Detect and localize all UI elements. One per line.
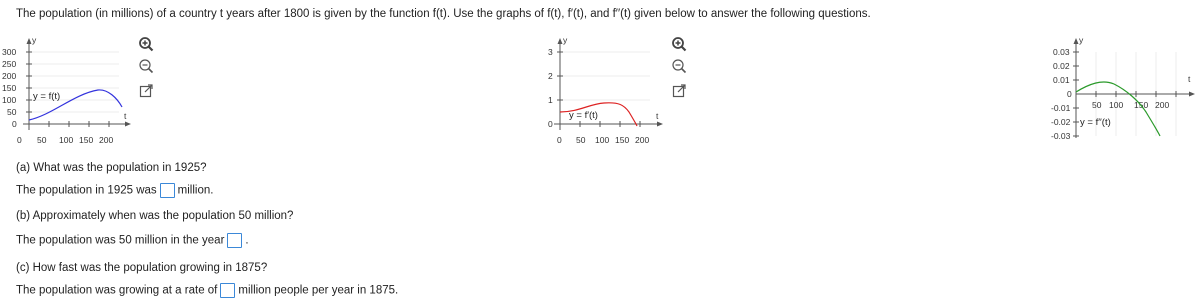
graph-fdoubleprime-ytick-0.01: 0.01 [1053,75,1070,85]
graph-fdoubleprime-xtick-50: 50 [1092,100,1102,110]
graph-f-ytick-0: 0 [12,119,17,129]
graph-fdoubleprime [1014,34,1200,154]
graph-fprime-xtick-0: 0 [557,135,562,145]
zoom-in-icon [138,36,154,52]
graph-f-zoom-out-button[interactable] [138,58,154,74]
graph-fdoubleprime-function-label: y = f′′(t) [1080,117,1111,128]
graph-fprime-open-window-button[interactable] [671,83,687,99]
graph-f-xtick-100: 100 [59,135,74,145]
graph-fdoubleprime-xtick-200: 200 [1155,100,1170,110]
graph-fprime-gridlines [560,52,650,100]
graph-fdoubleprime-ytick-0: 0 [1067,89,1072,99]
question-c-answer-input[interactable] [220,283,235,298]
question-a-answer-after: million. [177,184,214,197]
graph-f-xtick-50: 50 [37,135,47,145]
graph-fdoubleprime-ytick-neg0.01: -0.01 [1051,103,1071,113]
question-c-answer-row [16,283,398,298]
graph-f-ytick-150: 150 [2,83,17,93]
graph-fdoubleprime-y-arrow [1074,38,1079,44]
graph-fdoubleprime-svg [1014,34,1200,154]
graph-fdoubleprime-x-arrow [1189,92,1195,97]
graph-fdoubleprime-xtick-100: 100 [1109,100,1124,110]
question-b-answer-after: . [245,234,249,247]
graph-f-y-arrow [27,38,32,44]
graph-f-zoom-in-button[interactable] [138,36,154,52]
graph-f-gridlines [29,52,119,112]
graph-fdoubleprime-x-axis-label: t [1188,74,1191,84]
graph-fprime-y-axis-label: y [563,35,568,45]
graph-fprime-xtick-150: 150 [615,135,630,145]
graph-fprime-ytick-1: 1 [548,95,553,105]
graph-fdoubleprime-ytick-0.02: 0.02 [1053,61,1070,71]
question-a-answer-before: The population in 1925 was [16,184,157,197]
graph-fprime-x-axis-label: t [656,111,659,121]
question-b-prompt: (b) Approximately when was the population 50 million? [16,210,294,222]
external-link-icon [671,83,687,99]
graph-f-x-arrow [125,122,131,127]
graph-fprime-y-arrow [558,38,563,44]
graph-fprime-xtick-200: 200 [635,135,650,145]
graph-fprime-ytick-3: 3 [548,47,553,57]
graph-fprime-x-arrow [657,122,663,127]
graph-fprime-function-label: y = f′(t) [569,110,598,121]
graph-fdoubleprime-xtick-150: 150 [1134,100,1149,110]
graph-f-x-axis-label: t [124,111,127,121]
graph-fprime-ytick-0: 0 [548,119,553,129]
graph-fdoubleprime-ytick-neg0.03: -0.03 [1051,131,1071,141]
question-c-prompt: (c) How fast was the population growing in 1875? [16,262,268,274]
graph-fprime-zoom-out-button[interactable] [671,58,687,74]
graph-f-xtick-200: 200 [99,135,114,145]
graph-f-ytick-50: 50 [7,107,17,117]
graph-fprime-ytick-2: 2 [548,71,553,81]
zoom-out-icon [671,58,687,74]
question-b-answer-row [16,233,249,248]
graph-fprime-xtick-50: 50 [576,135,586,145]
question-a-answer-input[interactable] [160,183,175,198]
graph-f-open-window-button[interactable] [138,83,154,99]
question-b-answer-input[interactable] [227,233,242,248]
graph-fprime-zoom-in-button[interactable] [671,36,687,52]
graph-fdoubleprime-ytick-neg0.02: -0.02 [1051,117,1071,127]
graph-f-function-label: y = f(t) [33,91,61,102]
question-c-answer-after: million people per year in 1875. [238,284,399,297]
question-b-answer-before: The population was 50 million in the year [16,234,225,247]
graph-f-xtick-0: 0 [17,135,22,145]
graph-f-ytick-300: 300 [2,47,17,57]
question-c-answer-before: The population was growing at a rate of [16,284,218,297]
question-a-prompt: (a) What was the population in 1925? [16,162,207,174]
problem-intro: The population (in millions) of a country t years after 1800 is given by the function f(t). Use the graphs of f(t), f′(t), and f′′(t) given below to answer the following questions. [16,8,871,20]
graph-fdoubleprime-ytick-0.03: 0.03 [1053,47,1070,57]
graph-f-y-axis-label: y [32,35,37,45]
graph-fprime-xtick-100: 100 [595,135,610,145]
graph-f-ytick-250: 250 [2,59,17,69]
graph-fdoubleprime-y-axis-label: y [1079,35,1084,45]
graph-f-ytick-100: 100 [2,95,17,105]
graph-f-xtick-150: 150 [79,135,94,145]
zoom-in-icon [671,36,687,52]
graph-f-ytick-200: 200 [2,71,17,81]
zoom-out-icon [138,58,154,74]
question-a-answer-row [16,183,213,198]
external-link-icon [138,83,154,99]
